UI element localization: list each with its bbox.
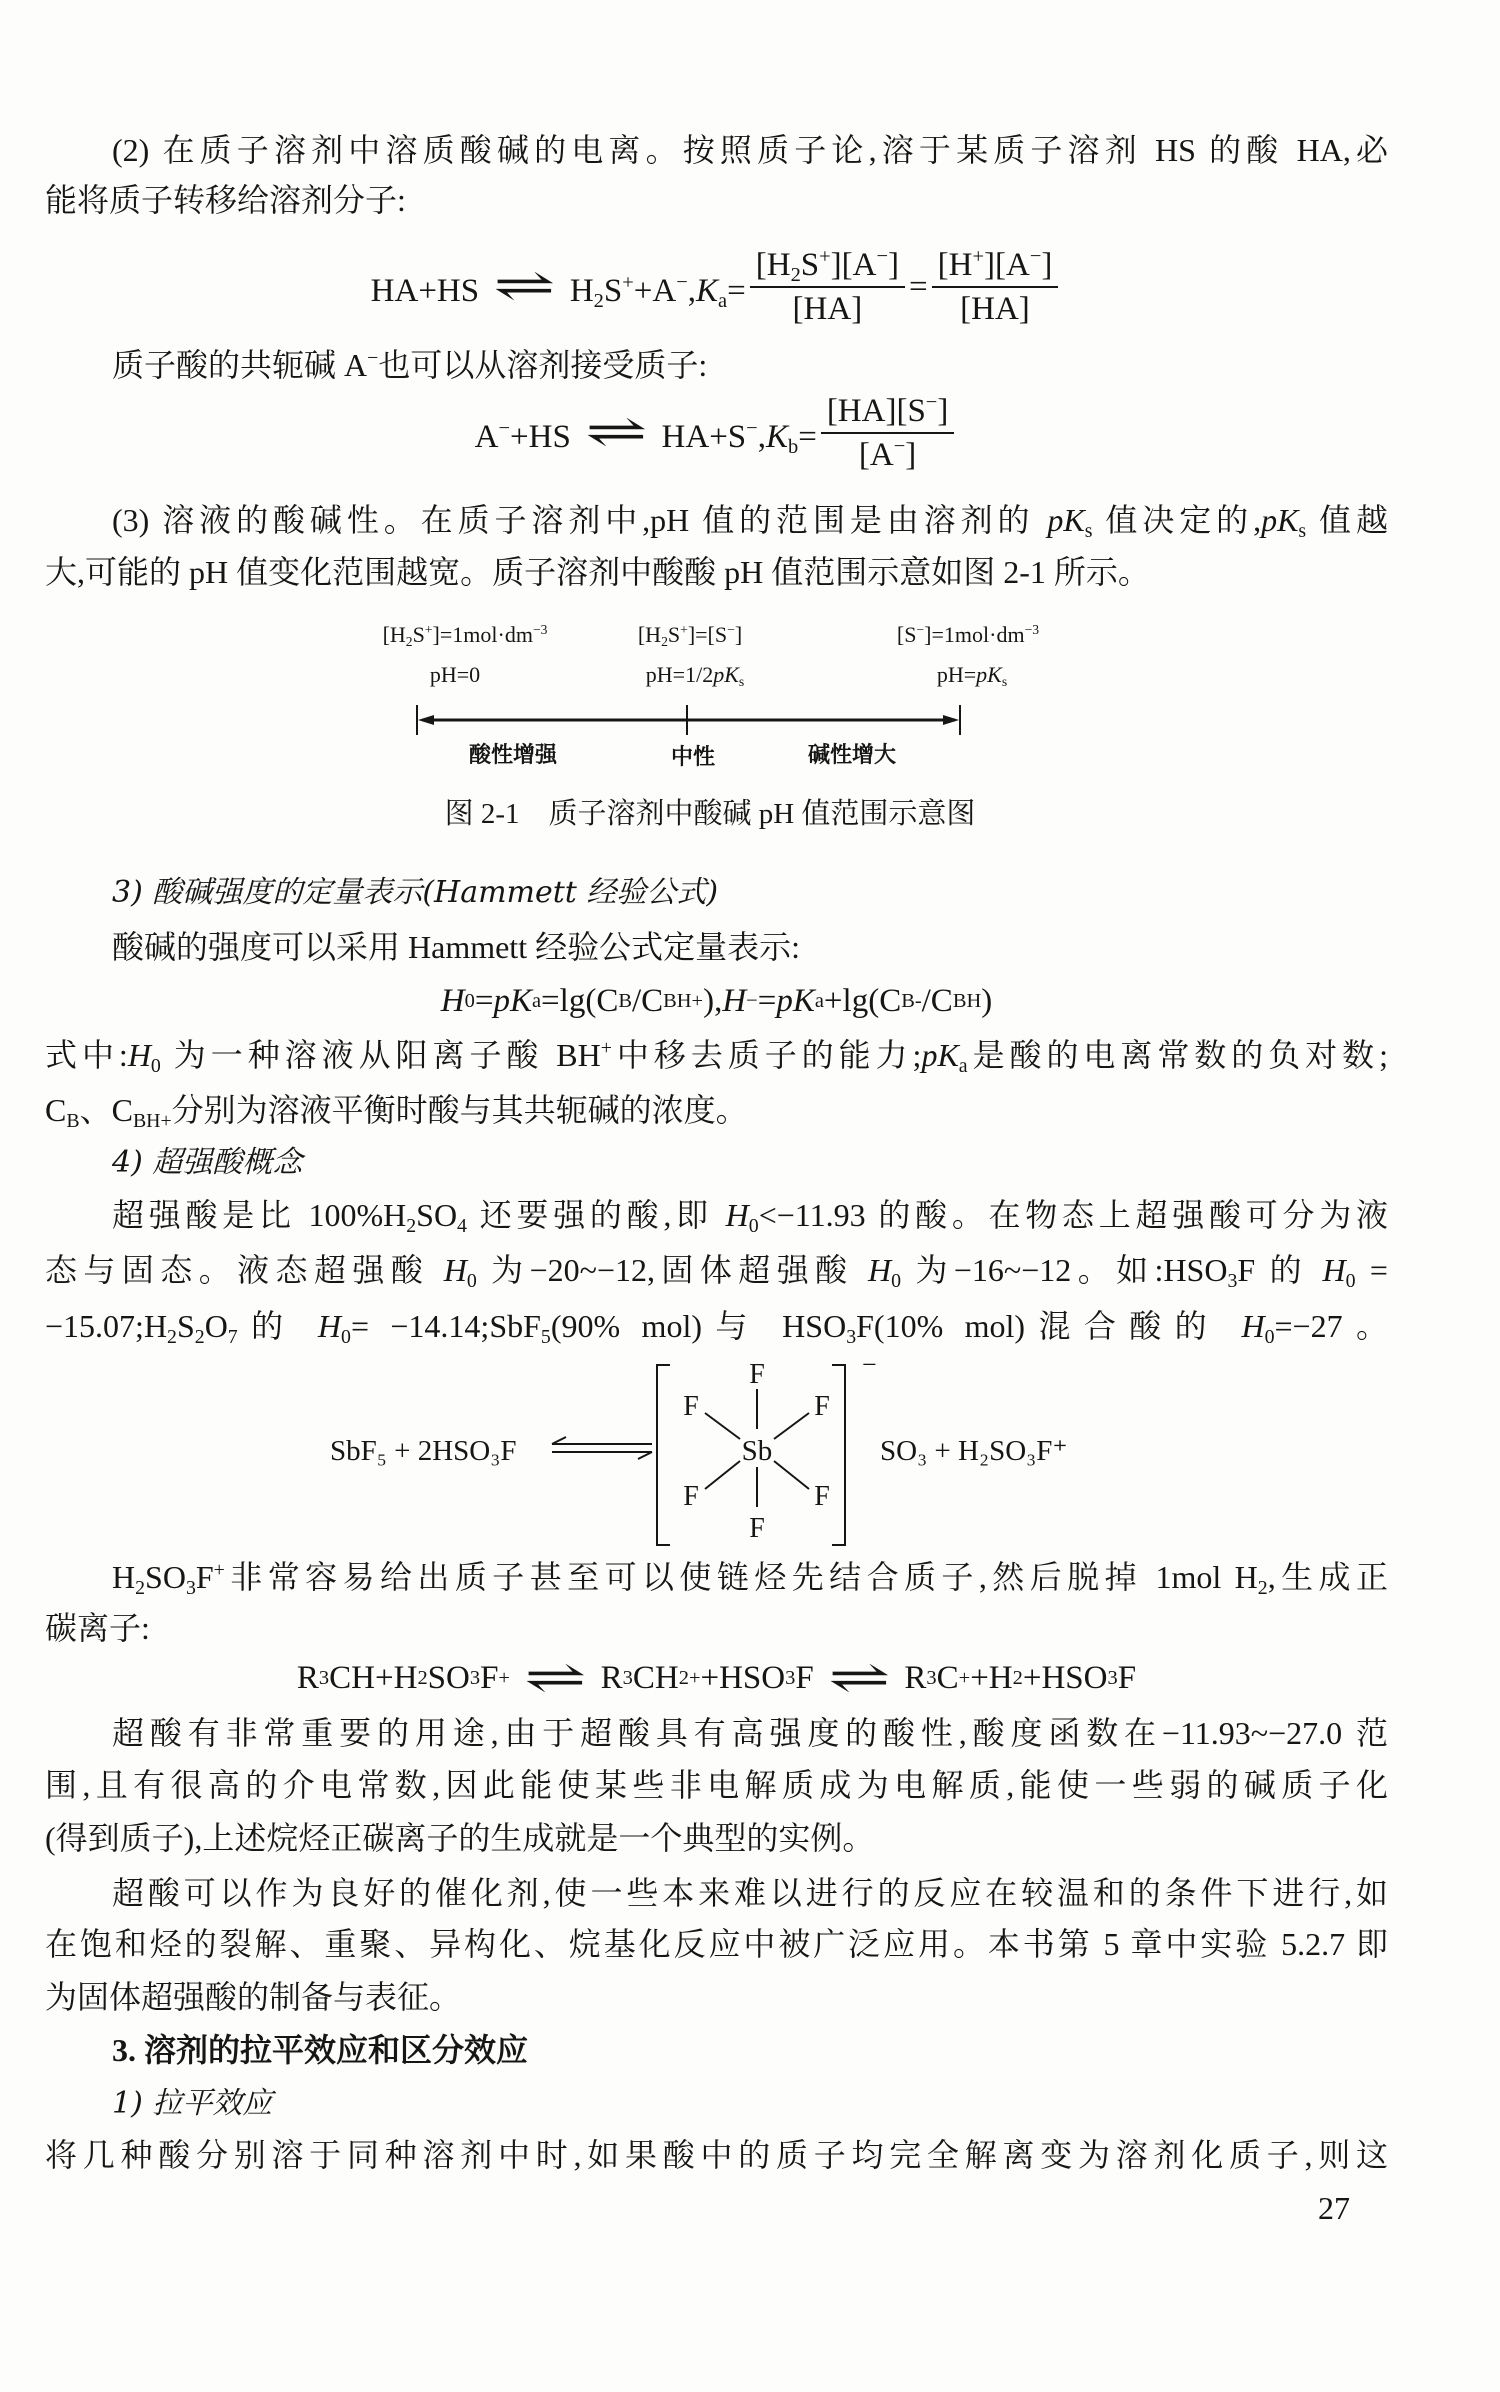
text-run: (2) 在质子溶剂中溶质酸碱的电离。按照质子论,溶于某质子溶剂 HS 的酸 HA,必 [112, 132, 1388, 168]
text-run-sup: − [676, 271, 688, 294]
label-left-ph [430, 662, 480, 688]
arrow-left-icon [418, 715, 434, 725]
arrow-right-icon [943, 715, 959, 725]
paragraph-line [112, 1555, 1388, 1599]
paragraph-line [45, 1033, 1388, 1077]
text-run-sub: 0 [1345, 1269, 1356, 1292]
paragraph-line [112, 343, 707, 387]
text-run: S [412, 622, 425, 647]
text-run-sub: BH+ [132, 1109, 172, 1132]
equation-kb [45, 392, 1388, 474]
equation-left [474, 406, 817, 459]
ligand-f: F [814, 1391, 830, 1422]
text-run: 能将质子转移给溶剂分子: [45, 182, 406, 218]
text-run-sup: − [893, 435, 906, 458]
text-run: 4) 超强酸概念 [112, 1145, 303, 1180]
text-run: 超酸有非常重要的用途,由于超酸具有高强度的酸性,酸度函数在−11.93~−27.0 范 [112, 1715, 1388, 1751]
text-run-i: H [1322, 1252, 1346, 1288]
text-run: = −14.14;SbF [350, 1308, 541, 1344]
text-run: ]=1mol·dm [432, 622, 533, 647]
text-run: 3. 溶剂的拉平效应和区分效应 [112, 2032, 529, 2068]
numerator [821, 392, 955, 434]
text-run: pH=1/2 [645, 662, 714, 687]
text-run-sub: 7 [227, 1325, 238, 1348]
ph-axis [400, 700, 980, 740]
paragraph-line [112, 498, 1388, 542]
acid-label: 酸性增强 [468, 742, 558, 767]
text-run-sub: 2 [1257, 1576, 1268, 1599]
neutral-label: 中性 [670, 744, 716, 769]
text-run: ]=[S [687, 622, 728, 647]
ligand-f: F [683, 1391, 699, 1422]
text-run-sub: s [1084, 519, 1093, 542]
equation-left [370, 260, 746, 313]
text-run-sub: 0 [341, 1325, 351, 1348]
subheading [112, 1141, 302, 1185]
text-run: 酸碱的强度可以采用 Hammett 经验公式定量表示: [112, 929, 800, 965]
text-run: R [296, 1660, 319, 1696]
text-run: [HA] [960, 291, 1030, 327]
text-run-sub: a [718, 290, 728, 313]
denominator [859, 434, 916, 474]
text-run-sub: 2 [593, 290, 604, 313]
text-run: A [474, 419, 499, 455]
text-run: ][A [830, 247, 877, 283]
text-run: CH+H [329, 1660, 418, 1696]
label-right-ph [937, 662, 1007, 688]
text-run: 式中: [45, 1037, 128, 1073]
text-run: ][A [984, 247, 1030, 283]
text-run-sub: 2 [194, 1325, 205, 1348]
denominator [793, 288, 863, 328]
text-run-sup: + [972, 245, 984, 268]
charge: − [862, 1355, 877, 1379]
text-run-i: pK [921, 1037, 959, 1073]
text-run-sub: s [738, 674, 745, 690]
text-run-sub: 2 [790, 264, 801, 287]
text-run-i: pK [493, 983, 532, 1019]
text-run: 为一种溶液从阳离子酸 BH [160, 1037, 601, 1073]
text-run-i: pK [713, 662, 739, 687]
section-heading [112, 2028, 528, 2072]
numerator [932, 246, 1059, 288]
fraction [821, 392, 955, 474]
text-run-i: pK [976, 662, 1002, 687]
products: SO₃ + H₂SO₃F⁺ [880, 1435, 1068, 1467]
text-run: SO [416, 1197, 458, 1233]
text-run: 非常容易给出质子甚至可以使链烃先结合质子,然后脱掉 1mol H [224, 1559, 1258, 1595]
label-right-top [897, 622, 1039, 648]
equilibrium-arrow-icon: ⇌ [493, 260, 556, 311]
text-run: F 的 [1237, 1252, 1323, 1288]
text-run-sub: 0 [466, 1269, 477, 1292]
text-run: [H [937, 247, 973, 283]
text-run-sub: s [1001, 674, 1008, 690]
text-run: (得到质子),上述烷烃正碳离子的生成就是一个典型的实例。 [45, 1820, 875, 1856]
reactants: SbF₅ + 2HSO₃F [330, 1435, 517, 1467]
text-run: C [45, 1092, 67, 1128]
text-run-sup: − [876, 245, 889, 268]
text-run: +HSO [700, 1660, 786, 1696]
text-run: F [195, 1559, 214, 1595]
text-run-sub: s [1298, 519, 1307, 542]
bracket-right [832, 1365, 845, 1545]
text-run-sup: + [680, 621, 688, 637]
equation-carbocation: R 3 CH+H 2 SO 3 F + ⇌ R 3 CH 2 + +HSO 3 F ⇌ R 3 C + +H 2 +HSO 3 F [296, 1651, 1137, 1703]
text-run-sup: − [727, 621, 735, 637]
text-run-sup: − [746, 417, 758, 440]
fraction [932, 246, 1059, 328]
text-run: [A [858, 437, 894, 473]
text-run: = [757, 983, 777, 1019]
text-run-sub: 2 [167, 1325, 177, 1348]
text-run-sup: + [213, 1559, 225, 1582]
paragraph-line [112, 128, 1388, 172]
text-run: 也可以从溶剂接受质子: [378, 347, 708, 383]
text-run: 1) 拉平效应 [112, 2086, 273, 2121]
text-run-sup: + [424, 621, 433, 637]
text-run: 是酸的电离常数的负对数; [967, 1037, 1388, 1073]
text-run: ]=1mol·dm [924, 622, 1025, 647]
text-run: F [795, 1660, 814, 1696]
label-left-top [383, 622, 548, 648]
text-run-sup: + [600, 1037, 612, 1060]
text-run: (90% mol)与 HSO [550, 1308, 847, 1344]
fraction [750, 246, 905, 328]
text-run-sub: 5 [540, 1325, 551, 1348]
label-mid-ph [646, 662, 744, 688]
text-run: 中移去质子的能力; [611, 1037, 922, 1073]
text-run: , [687, 273, 697, 309]
text-run: /C [921, 983, 953, 1019]
paragraph-line [45, 1816, 874, 1860]
text-run: <−11.93 的酸。在物态上超强酸可分为液 [758, 1197, 1388, 1233]
paragraph-line [112, 1193, 1388, 1237]
text-run-sub: 2 [405, 634, 413, 650]
text-run-sub: 0 [1264, 1325, 1275, 1348]
text-run: pH= [936, 662, 977, 687]
text-run: ] [937, 393, 949, 429]
text-run: F [1117, 1660, 1137, 1696]
equilibrium-arrow-icon [552, 1437, 652, 1459]
text-run-sup: − [367, 347, 379, 370]
text-run: 值越 [1306, 502, 1388, 538]
paragraph-line [45, 2133, 1388, 2177]
center-atom: Sb [741, 1435, 773, 1467]
paragraph-line [45, 1248, 1388, 1292]
ligand-f: F [814, 1481, 830, 1512]
text-run-sub: 3 [846, 1325, 857, 1348]
text-run: = [474, 983, 494, 1019]
text-run: HA+HS [370, 273, 480, 309]
text-run-sub: 3 [185, 1576, 196, 1599]
text-run: ] [734, 622, 743, 647]
text-run-sup: + [622, 271, 634, 294]
text-run: 值决定的, [1092, 502, 1262, 538]
text-run: ] [888, 247, 900, 283]
text-run: SO [427, 1660, 470, 1696]
paragraph-line [45, 1088, 748, 1132]
paragraph-line [45, 550, 1150, 594]
text-run: 超酸可以作为良好的催化剂,使一些本来难以进行的反应在较温和的条件下进行,如 [112, 1875, 1388, 1911]
text-run: 还要强的酸,即 [466, 1197, 726, 1233]
text-run: (3) 溶液的酸碱性。在质子溶剂中,pH 值的范围是由溶剂的 [112, 502, 1048, 538]
text-run: C [936, 1660, 959, 1696]
text-run-sub: b [787, 436, 799, 459]
text-run: −15.07;H [45, 1308, 168, 1344]
text-run-i: H [443, 1252, 467, 1288]
text-run: [H [637, 622, 662, 647]
text-run-sub: B [66, 1109, 80, 1132]
text-run: R [600, 1660, 623, 1696]
text-run: ,生成正 [1267, 1559, 1388, 1595]
text-run: H [112, 1559, 136, 1595]
text-run: +H [970, 1660, 1013, 1696]
text-run: 质子酸的共轭碱 A [112, 347, 368, 383]
text-run-i: H [317, 1308, 342, 1344]
text-run-sub: 3 [1227, 1269, 1238, 1292]
text-run: 、C [79, 1092, 133, 1128]
text-run-sub: 4 [457, 1214, 467, 1237]
label-mid-top [638, 622, 742, 648]
text-run: pH=0 [429, 662, 481, 687]
text-run-sup: −3 [532, 621, 548, 637]
text-run: [S [896, 622, 917, 647]
text-run-sup: + [819, 245, 831, 268]
paragraph-line [112, 1871, 1388, 1915]
text-run: S [603, 273, 623, 309]
paragraph-line [45, 178, 406, 222]
text-run-sub: 0 [891, 1269, 902, 1292]
text-run-sup: − [925, 391, 938, 414]
text-run: S [800, 247, 820, 283]
text-run: S [667, 622, 681, 647]
paragraph-line [45, 1606, 150, 1650]
text-run: ] [1041, 247, 1053, 283]
bracket-left [657, 1365, 670, 1545]
base-label: 碱性增大 [807, 742, 897, 767]
text-run-sub: 2 [406, 1214, 417, 1237]
text-run-sub: 0 [748, 1214, 759, 1237]
paragraph-line [45, 1763, 1388, 1807]
subheading [112, 2082, 272, 2126]
text-run: 大,可能的 pH 值变化范围越宽。质子溶剂中酸酸 pH 值范围示意如图 2-1 所示。 [45, 554, 1150, 590]
text-run-sub: a [958, 1054, 968, 1077]
text-run: R [904, 1660, 927, 1696]
text-run: 碳离子: [45, 1610, 150, 1646]
text-run: HA+S [661, 419, 747, 455]
text-run: =−27。 [1274, 1308, 1388, 1344]
text-run: 为−16~−12。如:HSO [901, 1252, 1228, 1288]
text-run: 的 [237, 1308, 318, 1344]
sbf6-structure [320, 1355, 1140, 1555]
text-run: 围,且有很高的介电常数,因此能使某些非电解质成为电解质,能使一些弱的碱质子化 [45, 1767, 1388, 1803]
paragraph-line [45, 1975, 461, 2019]
text-run: +HS [510, 419, 571, 455]
paragraph-line [45, 1922, 1388, 1966]
equilibrium-arrow-icon: ⇌ [585, 406, 648, 457]
figure-caption: 图 2-1 质子溶剂中酸碱 pH 值范围示意图 [444, 798, 976, 830]
text-run-sub: 2 [661, 634, 668, 650]
equilibrium-arrow-icon: ⇌ [828, 1651, 891, 1703]
text-run: CH [632, 1660, 679, 1696]
text-run: [HA] [792, 291, 863, 327]
text-run-sup: −3 [1024, 621, 1040, 637]
text-run: [HA][S [826, 393, 926, 429]
text-run: F(10% mol)混合酸的 [856, 1308, 1242, 1344]
text-run: +lg(C [823, 983, 902, 1019]
text-run: 态与固态。液态超强酸 [45, 1252, 444, 1288]
text-run-i: H [722, 983, 747, 1019]
text-run: O [204, 1308, 228, 1344]
text-run: SO [145, 1559, 186, 1595]
text-run: 分别为溶液平衡时酸与其共轭碱的浓度。 [171, 1092, 748, 1128]
text-run: +A [633, 273, 677, 309]
text-run-i: pK [776, 983, 815, 1019]
equation-ka [45, 246, 1388, 328]
text-run: [H [382, 622, 406, 647]
text-run-i: K [765, 419, 788, 455]
paragraph-line [112, 925, 800, 969]
text-run-sub: 0 [150, 1054, 161, 1077]
text-run-sup: − [1029, 245, 1042, 268]
ligand-f: F [749, 1513, 765, 1544]
text-run: 为固体超强酸的制备与表征。 [45, 1979, 462, 2015]
text-run-i: K [696, 273, 719, 309]
ligand-f: F [683, 1481, 699, 1512]
equals: = [909, 269, 928, 305]
text-run-i: pK [1047, 502, 1085, 538]
equation-hammett: H 0 = pK a =lg(C B /C BH+ ), H − = pK a +lg(C B- /C BH ) [440, 983, 993, 1019]
text-run-i: H [1241, 1308, 1265, 1344]
text-run: , [757, 419, 766, 455]
numerator [750, 246, 905, 288]
text-run-sup: − [916, 621, 925, 637]
text-run: 将几种酸分别溶于同种溶剂中时,如果酸中的质子均完全解离变为溶剂化质子,则这 [45, 2137, 1388, 2173]
subheading [112, 871, 718, 915]
text-run: +HSO [1022, 1660, 1108, 1696]
equilibrium-arrow-icon: ⇌ [524, 1651, 587, 1703]
text-run-i: H [867, 1252, 892, 1288]
text-run-i: H [440, 983, 465, 1019]
text-run: ] [905, 437, 917, 473]
text-run: =lg(C [541, 983, 619, 1019]
paragraph-line [45, 1304, 1388, 1348]
text-run: /C [631, 983, 664, 1019]
text-run: [H [755, 247, 791, 283]
text-run-i: H [127, 1037, 151, 1073]
text-run: = [1355, 1252, 1388, 1288]
text-run: S [176, 1308, 195, 1344]
text-run: ) [981, 983, 993, 1019]
text-run-i: pK [1261, 502, 1299, 538]
text-run-i: H [725, 1197, 749, 1233]
text-run: = [727, 273, 746, 309]
text-run: 在饱和烃的裂解、重聚、异构化、烷基化反应中被广泛应用。本书第 5 章中实验 5.2.7 即 [45, 1926, 1388, 1962]
text-run: ), [703, 983, 723, 1019]
text-run-sup: − [498, 417, 511, 440]
text-run: 为−20~−12,固体超强酸 [476, 1252, 868, 1288]
ligand-f: F [749, 1359, 765, 1390]
paragraph-line [112, 1711, 1388, 1755]
text-run: = [798, 419, 817, 455]
text-run: 3) 酸碱强度的定量表示(Hammett 经验公式) [112, 875, 719, 910]
text-run-sub: 2 [135, 1576, 146, 1599]
text-run: F [480, 1660, 499, 1696]
text-run: 超强酸是比 100%H [112, 1197, 407, 1233]
text-run: H [569, 273, 594, 309]
denominator [960, 288, 1030, 328]
page-number: 27 [1318, 2190, 1350, 2226]
